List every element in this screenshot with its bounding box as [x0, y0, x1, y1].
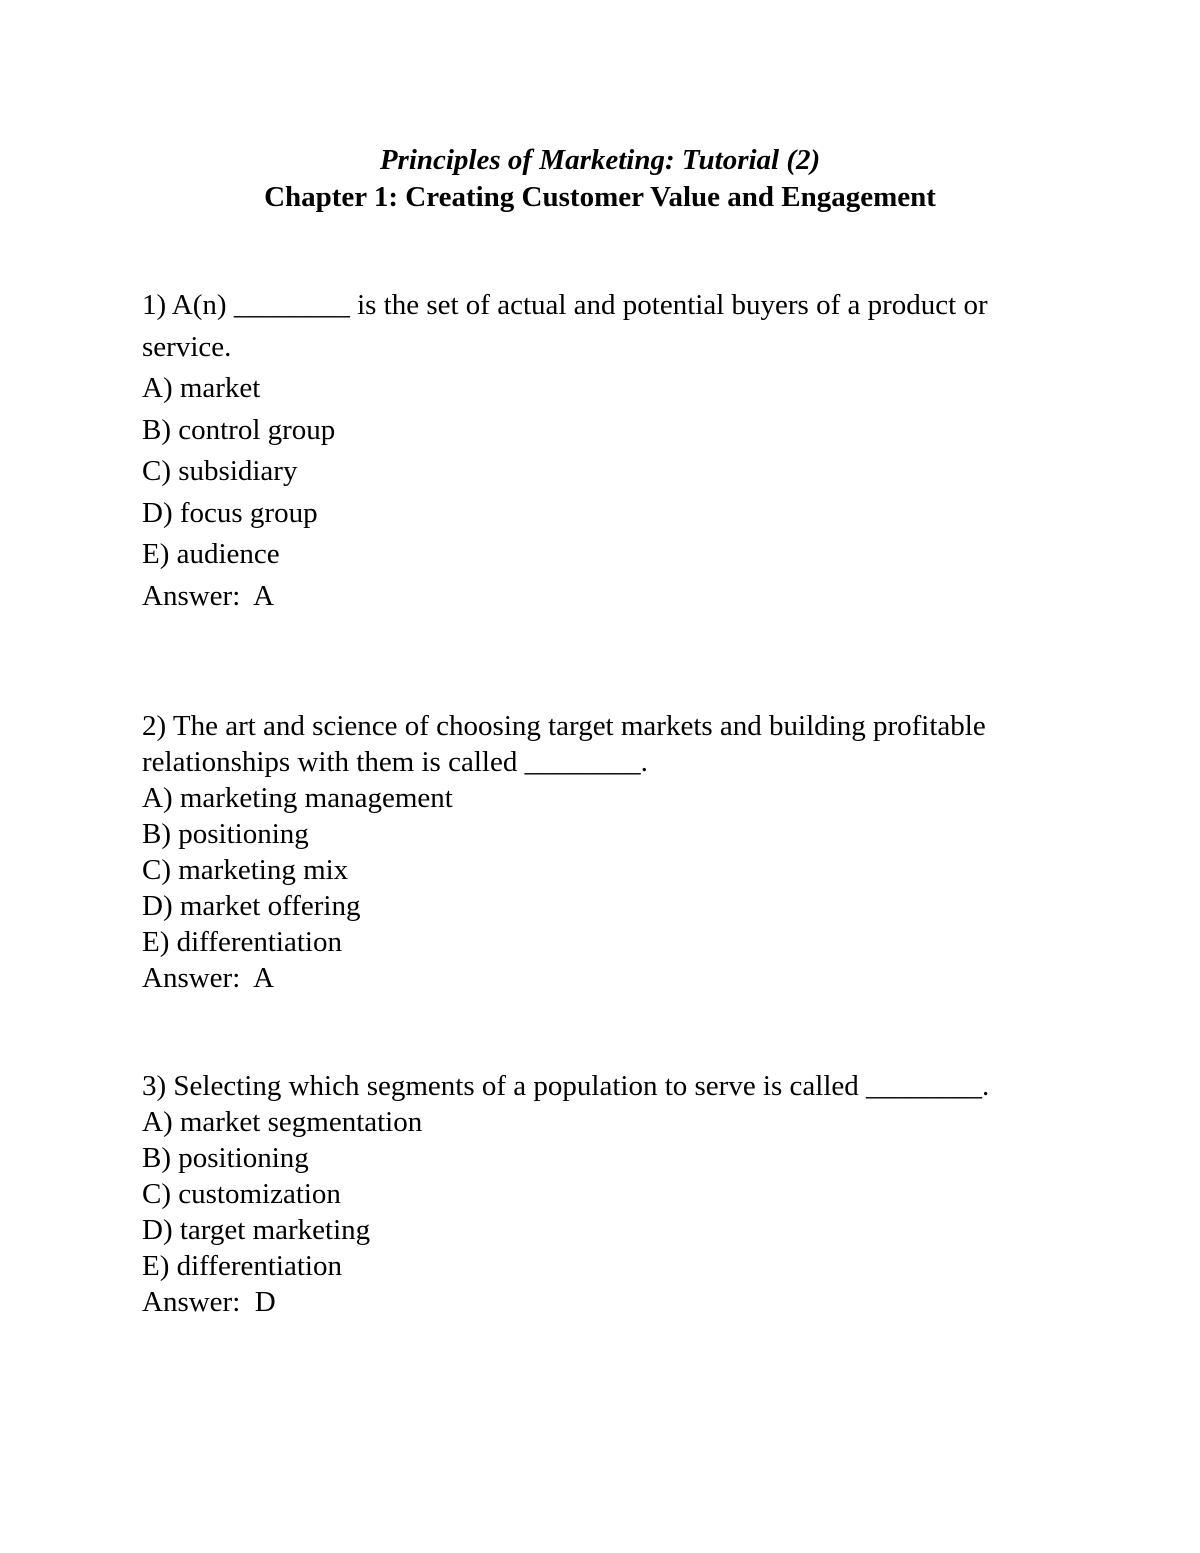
answer-line: [142, 1284, 1072, 1320]
option-e: E) audience: [142, 538, 280, 571]
answer-line: [142, 576, 1072, 618]
option-e: E) differentiation: [142, 1250, 342, 1282]
question-stem: 2) The art and science of choosing target markets and building profitable relationships with them is called ________.: [142, 710, 986, 778]
option-e: E) differentiation: [142, 926, 342, 958]
option-c: C) customization: [142, 1178, 341, 1210]
answer-value: D: [254, 1286, 276, 1318]
chapter-title: Chapter 1: Creating Customer Value and Engagement: [264, 181, 936, 213]
option-a: A) market segmentation: [142, 1106, 423, 1138]
answer-label: Answer:: [142, 579, 254, 612]
option-d: D) market offering: [142, 890, 361, 922]
answer-label: Answer:: [142, 962, 254, 994]
option-d: D) target marketing: [142, 1214, 371, 1246]
document-title: Principles of Marketing: Tutorial (2): [379, 144, 821, 176]
option-d: D) focus group: [142, 496, 318, 529]
question-stem: 1) A(n) ________ is the set of actual and potential buyers of a product or service.: [142, 289, 988, 363]
question-stem: 3) Selecting which segments of a population to serve is called ________.: [142, 1070, 990, 1102]
option-a: A) market: [142, 372, 261, 404]
answer-value: A: [253, 579, 275, 612]
option-b: B) positioning: [142, 818, 309, 850]
option-b: B) control group: [142, 413, 336, 446]
answer-line: [142, 960, 1072, 996]
answer-value: A: [253, 962, 275, 994]
question-2: [142, 708, 1072, 996]
answer-label: Answer:: [142, 1286, 255, 1318]
option-a: A) marketing management: [142, 782, 453, 814]
option-b: B) positioning: [142, 1142, 309, 1174]
option-c: C) subsidiary: [142, 455, 298, 488]
question-3: [142, 1068, 1072, 1320]
question-1: [142, 284, 1072, 618]
option-c: C) marketing mix: [142, 854, 349, 886]
